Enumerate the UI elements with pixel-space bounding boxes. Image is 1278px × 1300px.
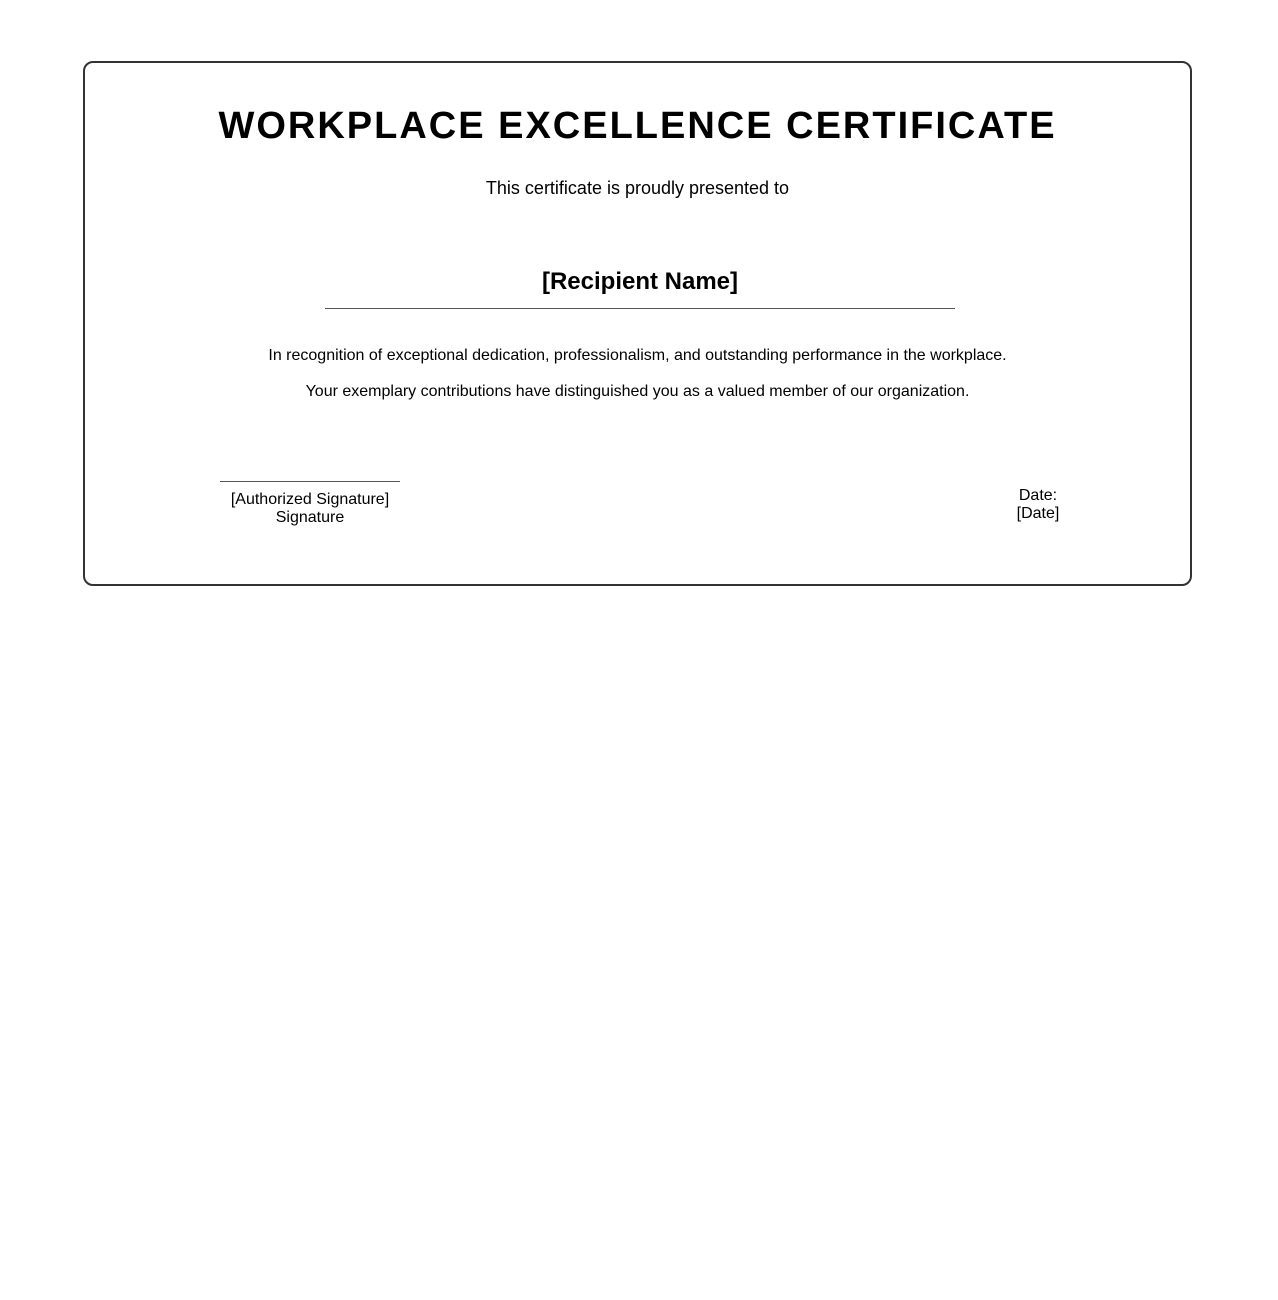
authorized-signature: [Authorized Signature]	[230, 491, 390, 508]
date-label: Date:	[1018, 487, 1058, 504]
date-block	[988, 487, 1088, 523]
signature-label: Signature	[275, 509, 345, 526]
presented-to-text: This certificate is proudly presented to	[485, 178, 790, 198]
recipient-name: [Recipient Name]	[541, 268, 739, 295]
date-value: [Date]	[1016, 505, 1060, 522]
certificate-frame	[83, 61, 1192, 586]
certificate-title: WORKPLACE EXCELLENCE CERTIFICATE	[218, 105, 1057, 147]
contribution-text: Your exemplary contributions have distinguished you as a valued member of our organization.	[305, 383, 970, 400]
recognition-text: In recognition of exceptional dedication, professionalism, and outstanding performance in the workplace.	[268, 347, 1007, 364]
signature-block	[220, 481, 400, 527]
recipient-name-line	[325, 264, 955, 309]
